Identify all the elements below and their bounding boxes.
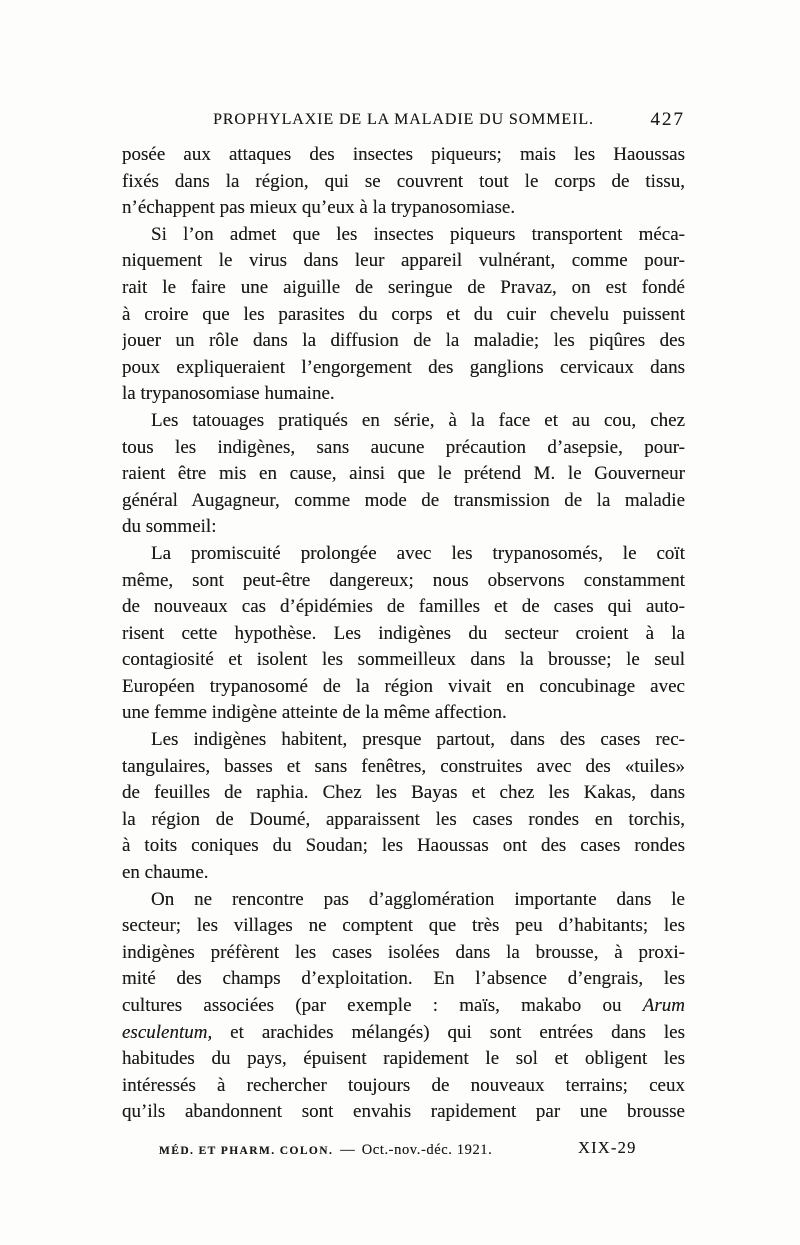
text-run: niquement le virus dans leur appareil vulnérant, comme pour- [122, 250, 685, 272]
text-line [122, 1020, 685, 1047]
text-line [122, 275, 685, 302]
paragraph [122, 408, 685, 541]
text-run: et arachides mélangés) qui sont entrées dans les [212, 1021, 685, 1043]
text-line [122, 993, 685, 1020]
text-run: en chaume. [122, 862, 209, 884]
text-run: intéressés à rechercher toujours de nouveaux terrains; ceux [122, 1074, 685, 1096]
italic-text-run: Arum [642, 995, 685, 1016]
paragraph [122, 727, 685, 887]
text-line [122, 488, 685, 515]
text-run: fixés dans la région, qui se couvrent tout le corps de tissu, [122, 170, 685, 192]
text-run: Les tatouages pratiqués en série, à la face et au cou, chez [151, 409, 685, 431]
text-run: de nouveaux cas d’épidémies de familles et de cases qui auto- [122, 596, 685, 618]
text-run: à croire que les parasites du corps et du cuir chevelu puissent [122, 303, 685, 325]
text-run: de feuilles de raphia. Chez les Bayas et chez les Kakas, dans [122, 782, 685, 804]
text-line [122, 621, 685, 648]
text-run: secteur; les villages ne comptent que très peu d’habitants; les [122, 915, 685, 937]
text-run: Les indigènes habitent, presque partout, dans des cases rec- [151, 729, 685, 751]
text-run: n’échappent pas mieux qu’eux à la trypanosomiase. [122, 197, 516, 219]
text-run: contagiosité et isolent les sommeilleux dans la brousse; le seul [122, 649, 685, 671]
text-run: cultures associées (par exemple : maïs, makabo ou [122, 995, 643, 1016]
text-run: raient être mis en cause, ainsi que le prétend M. le Gouverneur [122, 463, 685, 485]
text-run: la région de Doumé, apparaissent les cases rondes en torchis, [122, 808, 685, 830]
text-line [122, 302, 685, 329]
text-line [122, 541, 685, 568]
text-line [122, 887, 685, 914]
running-title: PROPHYLAXIE DE LA MALADIE DU SOMMEIL. [213, 111, 594, 128]
text-run: indigènes préfèrent les cases isolées dans la brousse, à proxi- [122, 941, 685, 963]
text-line [122, 727, 685, 754]
text-line [122, 1073, 685, 1100]
italic-text-run: esculentum, [122, 1021, 213, 1043]
text-line [122, 355, 685, 382]
text-run: qu’ils abandonnent sont envahis rapidement par une brousse [122, 1101, 685, 1123]
text-line [122, 461, 685, 488]
text-run: du sommeil: [122, 516, 217, 538]
text-line [122, 940, 685, 967]
signature-mark: XIX-29 [578, 1138, 637, 1157]
text-run: même, sont peut-être dangereux; nous observons constamment [122, 569, 685, 591]
text-run: tous les indigènes, sans aucune précaution d’asepsie, pour- [122, 436, 685, 458]
text-line [122, 142, 685, 169]
text-run: une femme indigène atteinte de la même affection. [122, 702, 507, 724]
journal-name: MÉD. ET PHARM. COLON. [159, 1145, 334, 1157]
text-run: jouer un rôle dans la diffusion de la maladie; les piqûres des [122, 330, 685, 352]
text-run: tangulaires, basses et sans fenêtres, construites avec des «tuiles» [122, 755, 685, 777]
text-line [122, 169, 685, 196]
text-line [122, 195, 685, 222]
text-line [122, 833, 685, 860]
text-line [122, 966, 685, 993]
text-line [122, 1046, 685, 1073]
text-line [122, 647, 685, 674]
text-line [122, 594, 685, 621]
page-footer [122, 1138, 685, 1166]
text-run: Européen trypanosomé de la région vivait en concubinage avec [122, 675, 685, 697]
page-body [122, 142, 685, 1126]
separator-dash-icon: — [340, 1142, 355, 1158]
paragraph [122, 887, 685, 1126]
text-line [122, 328, 685, 355]
footer-imprint [159, 1141, 492, 1159]
text-line [122, 700, 685, 727]
paragraph [122, 222, 685, 408]
paragraph [122, 142, 685, 222]
text-line [122, 807, 685, 834]
text-run: On ne rencontre pas d’agglomération importante dans le [151, 888, 685, 910]
text-line [122, 1099, 685, 1126]
text-line [122, 913, 685, 940]
issue-date: Oct.-nov.-déc. 1921. [361, 1142, 493, 1158]
text-line [122, 754, 685, 781]
text-run: poux expliqueraient l’engorgement des ganglions cervicaux dans [122, 356, 685, 378]
running-header [122, 111, 685, 135]
text-line [122, 780, 685, 807]
text-line [122, 408, 685, 435]
text-run: habitudes du pays, épuisent rapidement le sol et obligent les [122, 1048, 685, 1070]
text-line [122, 381, 685, 408]
text-run: à toits coniques du Soudan; les Haoussas ont des cases rondes [122, 835, 685, 857]
text-run: rait le faire une aiguille de seringue de Pravaz, on est fondé [122, 276, 685, 298]
text-line [122, 435, 685, 462]
text-line [122, 674, 685, 701]
text-line [122, 514, 685, 541]
text-line [122, 222, 685, 249]
text-run: Si l’on admet que les insectes piqueurs transportent méca- [151, 223, 685, 245]
page-number: 427 [650, 109, 685, 130]
paragraph [122, 541, 685, 727]
text-run: la trypanosomiase humaine. [122, 383, 335, 405]
text-run: posée aux attaques des insectes piqueurs; mais les Haoussas [122, 144, 685, 165]
text-run: La promiscuité prolongée avec les trypanosomés, le coït [151, 542, 685, 564]
text-run: risent cette hypothèse. Les indigènes du secteur croient à la [122, 622, 685, 644]
text-line [122, 568, 685, 595]
text-line [122, 248, 685, 275]
text-line [122, 860, 685, 887]
text-run: général Augagneur, comme mode de transmission de la maladie [122, 489, 685, 511]
text-run: mité des champs d’exploitation. En l’absence d’engrais, les [122, 968, 685, 990]
